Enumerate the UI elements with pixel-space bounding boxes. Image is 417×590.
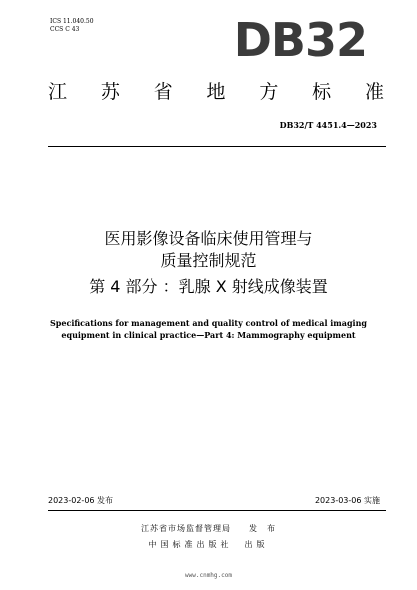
standard-type-char: 标: [312, 81, 332, 103]
standard-type-char: 地: [206, 81, 226, 103]
title-cn-line-3: 第 4 部分 ：乳腺 X 射线成像装置: [89, 277, 328, 296]
standard-type-char: 准: [364, 81, 384, 103]
publisher-line-1: 江苏省市场监督管理局 发 布: [141, 524, 276, 533]
standard-type-char: 方: [259, 81, 279, 103]
standard-number: DB32/T 4451.4—2023: [279, 120, 377, 130]
standard-type-title: [48, 80, 384, 104]
standard-type-char: 江: [48, 81, 68, 103]
website-footer: www.cnmhg.com: [185, 572, 232, 579]
top-divider: [48, 146, 386, 147]
standard-type-char: 省: [153, 81, 173, 103]
bottom-divider: [48, 510, 386, 511]
title-en-line-2: equipment in clinical practice—Part 4: Mammography equipment: [61, 330, 356, 340]
ccs-code: CCS C 43: [50, 26, 80, 33]
implementation-date: 2023-03-06 实施: [314, 496, 380, 505]
ics-code: ICS 11.040.50: [50, 18, 94, 25]
issue-date: 2023-02-06 发布: [48, 496, 114, 505]
db32-logo: DB32: [233, 13, 367, 67]
title-cn-line-2: 质量控制规范: [160, 251, 257, 270]
publisher-line-2: 中国标准出版社 出版: [148, 540, 269, 549]
title-cn-line-1: 医用影像设备临床使用管理与: [104, 229, 313, 248]
standard-type-char: 苏: [100, 81, 120, 103]
title-en-line-1: Specifications for management and quality control of medical imaging: [49, 318, 367, 328]
